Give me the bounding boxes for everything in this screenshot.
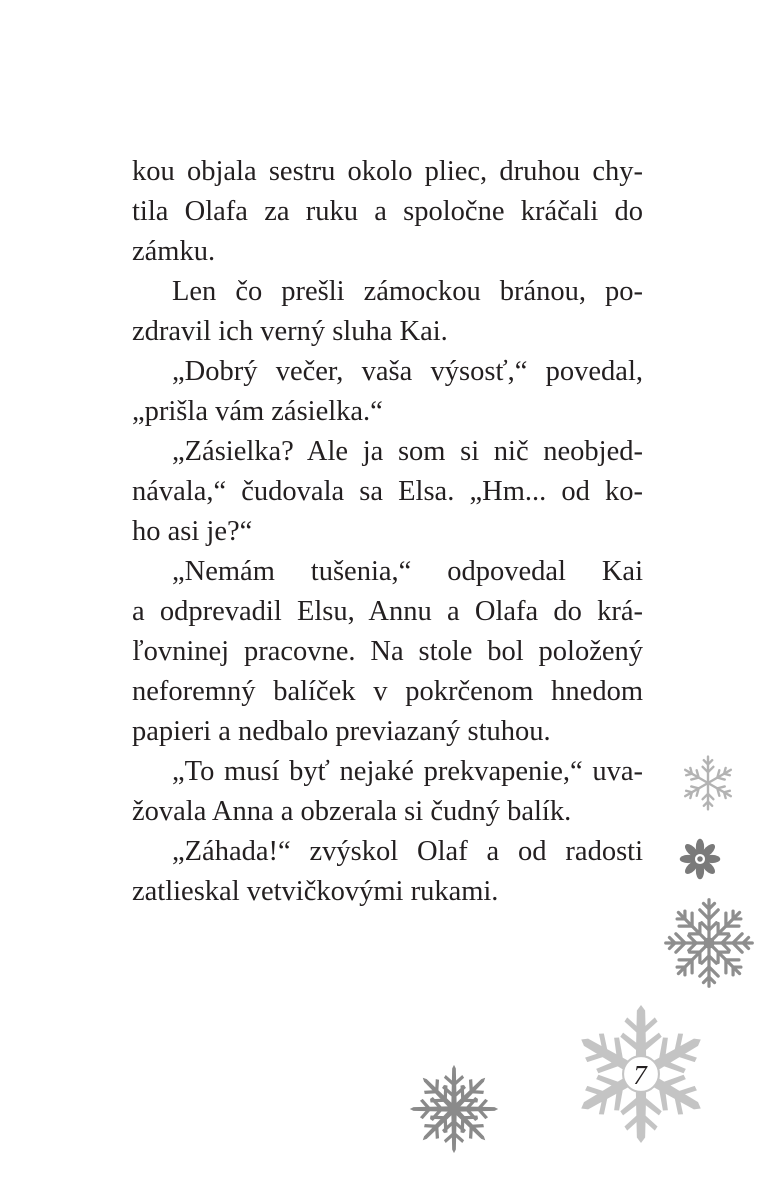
paragraph-1 (132, 152, 643, 272)
text-line: „To musí byť nejaké prekvapenie,“ uva- (172, 756, 643, 787)
text-line: návala,“ čudovala sa Elsa. „Hm... od ko- (132, 476, 643, 507)
paragraph-6 (132, 752, 643, 832)
text-line: „Zásielka? Ale ja som si nič neobjed- (172, 436, 643, 467)
snowflake-small-top-icon (678, 753, 738, 813)
body-text (132, 152, 643, 912)
text-line: a odprevadil Elsu, Annu a Olafa do krá- (132, 596, 643, 627)
text-line: tila Olafa za ruku a spoločne kráčali do (132, 196, 643, 227)
text-line: zdravil ich verný sluha Kai. (132, 316, 448, 347)
text-line: „prišla vám zásielka.“ (132, 396, 383, 427)
text-line: neforemný balíček v pokrčenom hnedom (132, 676, 643, 707)
text-line: ho asi je?“ (132, 516, 253, 547)
paragraph-5 (132, 552, 643, 752)
text-line: zatlieskal vetvičkovými rukami. (132, 876, 499, 907)
snowflake-bottom-icon (408, 1063, 500, 1155)
text-line: „Dobrý večer, vaša výsosť,“ povedal, (172, 356, 643, 387)
text-line: „Nemám tušenia,“ odpovedal Kai (172, 556, 643, 587)
text-line: papieri a nedbalo previazaný stuhou. (132, 716, 551, 747)
paragraph-2 (132, 272, 643, 352)
paragraph-3 (132, 352, 643, 432)
text-line: zámku. (132, 236, 216, 267)
snowflake-rosette-icon (677, 836, 723, 882)
snowflake-large-icon (663, 897, 755, 989)
page-number: 7 (633, 1060, 647, 1090)
text-line: Len čo prešli zámockou bránou, po- (172, 276, 643, 307)
text-line: „Záhada!“ zvýskol Olaf a od radosti (172, 836, 643, 867)
text-line: kou objala sestru okolo pliec, druhou chy- (132, 156, 643, 187)
text-line: žovala Anna a obzerala si čudný balík. (132, 796, 572, 827)
paragraph-7 (132, 832, 643, 912)
text-line: ľovninej pracovne. Na stole bol položený (132, 636, 643, 667)
paragraph-4 (132, 432, 643, 552)
